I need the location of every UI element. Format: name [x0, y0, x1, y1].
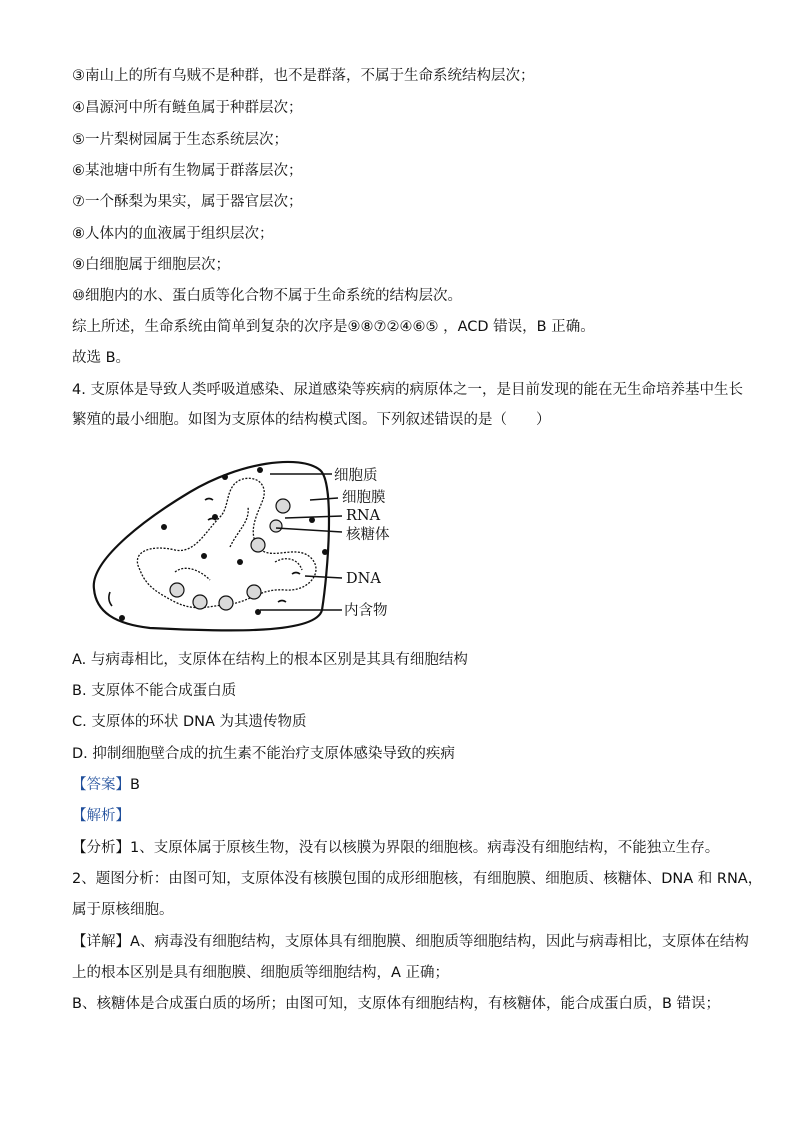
rna-strand [278, 601, 286, 603]
rna-strand [208, 519, 216, 521]
analysis-line-2: 2、题图分析：由图可知，支原体没有核膜包围的成形细胞核，有细胞膜、细胞质、核糖体、DNA 和 RNA， [72, 871, 763, 887]
dna-loop [137, 478, 316, 607]
text-line-3: ⑤一片梨树园属于生态系统层次； [72, 132, 288, 148]
text-line-7: ⑨白细胞属于细胞层次； [72, 257, 230, 273]
inclusion-dot [322, 549, 328, 555]
inclusion-dot [257, 467, 263, 473]
detail-line-2: 上的根本区别是具有细胞膜、细胞质等细胞结构，A 正确； [72, 965, 450, 981]
text-line-8: ⑩细胞内的水、蛋白质等化合物不属于生命系统的结构层次。 [72, 288, 462, 304]
summary-line: 综上所述，生命系统由简单到复杂的次序是⑨⑧⑦②④⑥⑤ ，ACD 错误，B 正确。 [72, 319, 595, 335]
label-ribosome: 核糖体 [346, 527, 390, 543]
text-line-2: ④昌源河中所有鲢鱼属于种群层次； [72, 100, 303, 116]
detail-text-1: A、病毒没有细胞结构，支原体具有细胞膜、细胞质等细胞结构，因此与病毒相比，支原体在结构 [130, 934, 749, 950]
ribosome [247, 585, 261, 599]
label-dna: DNA [346, 571, 381, 587]
ribosome [193, 595, 207, 609]
text-line-5: ⑦一个酥梨为果实，属于器官层次； [72, 194, 303, 210]
option-c: C. 支原体的环状 DNA 为其遗传物质 [72, 714, 307, 730]
option-d: D. 抑制细胞壁合成的抗生素不能治疗支原体感染导致的疾病 [72, 746, 455, 762]
analysis-subtag: 【分析】 [72, 840, 130, 856]
analysis-tag: 【解析】 [72, 808, 130, 824]
answer-tag: 【答案】 [72, 777, 130, 793]
inclusion-dot [237, 559, 243, 565]
ribosome [276, 499, 290, 513]
ribosome [251, 538, 265, 552]
inclusion-dot [222, 474, 228, 480]
label-inclusion: 内含物 [344, 603, 388, 619]
ribosome [270, 520, 282, 532]
ribosome [170, 583, 184, 597]
analysis-heading [72, 806, 130, 826]
analysis-line-1 [72, 838, 719, 858]
inclusion-dot [201, 553, 207, 559]
label-cytoplasm: 细胞质 [334, 468, 378, 484]
label-cell-membrane: 细胞膜 [342, 490, 386, 506]
choice-line: 故选 B。 [72, 350, 131, 366]
label-rna: RNA [346, 508, 381, 524]
question-line-1: 4. 支原体是导致人类呼吸道感染、尿道感染等疾病的病原体之一，是目前发现的能在无生命培养基中生长 [72, 382, 743, 398]
ribosome [219, 596, 233, 610]
inclusion-dot [309, 517, 315, 523]
text-line-1: ③南山上的所有乌贼不是种群，也不是群落，不属于生命系统结构层次； [72, 68, 535, 84]
option-b: B. 支原体不能合成蛋白质 [72, 683, 237, 699]
answer-line [72, 775, 140, 795]
ribosomes [170, 499, 290, 610]
option-a: A. 与病毒相比，支原体在结构上的根本区别是其具有细胞结构 [72, 652, 468, 668]
analysis-line-3: 属于原核细胞。 [72, 902, 174, 918]
rna-strand [292, 573, 300, 575]
detail-line-1 [72, 932, 749, 952]
detail-line-3: B、核糖体是合成蛋白质的场所；由图可知，支原体有细胞结构，有核糖体，能合成蛋白质，B 错误； [72, 996, 721, 1012]
dna-inner-loop [175, 507, 302, 580]
rna-strand [109, 592, 112, 606]
inclusion-dot [119, 615, 125, 621]
inclusion-dot [161, 524, 167, 530]
mycoplasma-diagram [80, 452, 410, 637]
rna-strands [109, 499, 300, 607]
rna-strand [205, 499, 213, 501]
cell-outline [94, 462, 329, 631]
analysis-text-1: 1、支原体属于原核生物，没有以核膜为界限的细胞核。病毒没有细胞结构，不能独立生存。 [130, 840, 720, 856]
text-line-4: ⑥某池塘中所有生物属于群落层次； [72, 163, 303, 179]
question-line-2: 繁殖的最小细胞。如图为支原体的结构模式图。下列叙述错误的是（ ） [72, 412, 551, 428]
detail-tag: 【详解】 [72, 934, 130, 950]
answer-value: B [130, 777, 140, 793]
leader-lines [260, 474, 342, 610]
text-line-6: ⑧人体内的血液属于组织层次； [72, 226, 274, 242]
